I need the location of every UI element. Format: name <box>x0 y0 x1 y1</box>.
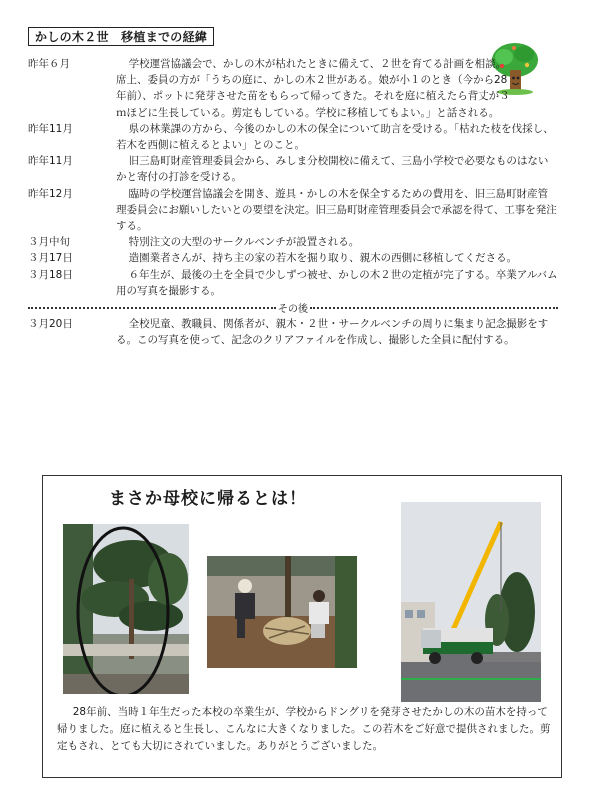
entry-text: 旧三島町財産管理委員会から、みしま分校開校に備えて、三島小学校で必要なものはないかと寄付の打診を受ける。 <box>116 155 549 184</box>
digging-photo <box>207 556 357 668</box>
entry-text: 学校運営協議会で、かしの木が枯れたときに備えて、２世を育てる計画を相談。席上、委員の方が「うちの庭に、かしの木２世がある。娘が小１のとき（今から28年前）、ポットに発芽させた苗をもらって帰ってきた。それを庭に植えたら背丈が３ｍほどに生長している。剪定もしている。学校に移植してもよい。」と話される。 <box>116 58 510 119</box>
entry-date: 昨年12月 <box>28 187 73 200</box>
separator-label: その後 <box>278 304 308 316</box>
timeline-entry <box>28 153 558 185</box>
timeline-entry <box>28 121 558 153</box>
entry-date: ３月17日 <box>28 252 73 265</box>
entry-text: ６年生が、最後の土を全員で少しずつ被せ、かしの木２世の定植が完了する。卒業アルバム用の写真を撮影する。 <box>116 268 558 297</box>
entry-text: 全校児童、教職員、関係者が、親木・２世・サークルベンチの周りに集まり記念撮影をする。この写真を使って、記念のクリアファイルを作成し、撮影した全員に配付する。 <box>116 318 549 347</box>
entry-date: 昨年11月 <box>28 122 73 135</box>
entry-date: 昨年６月 <box>28 58 70 70</box>
entry-text: 特別注文の大型のサークルベンチが設置される。 <box>128 236 360 249</box>
timeline-entry <box>28 267 558 299</box>
entry-text: 造園業者さんが、持ち主の家の若木を掘り取り、親木の西側に移植してくださる。 <box>128 252 518 265</box>
timeline <box>28 56 558 348</box>
timeline-entry <box>28 234 558 250</box>
entry-date: ３月中旬 <box>28 236 70 249</box>
separator <box>28 299 558 316</box>
timeline-entry <box>28 250 558 266</box>
entry-date: 昨年11月 <box>28 155 73 168</box>
timeline-entry <box>28 316 558 348</box>
panel-caption: 28年前、当時１年生だった本校の卒業生が、学校からドングリを発芽させたかしの木の苗木を持って帰りました。庭に植えると生長し、こんなに大きくなりました。この若木をご好意で提供されました。剪定もされ、とても大切にされていました。ありがとうございました。 <box>57 706 551 752</box>
panel-heading: まさか母校に帰るとは！ <box>109 489 307 509</box>
crane-truck-photo <box>401 502 541 702</box>
timeline-entry <box>28 186 558 235</box>
separator-dots <box>28 307 276 309</box>
separator-dots <box>310 307 558 309</box>
page-title: かしの木２世 移植までの経緯 <box>28 27 214 46</box>
photo-panel <box>42 475 562 778</box>
entry-date: ３月18日 <box>28 268 73 281</box>
entry-text: 臨時の学校運営協議会を開き、遊具・かしの木を保全するための費用を、旧三島町財産管理委員会にお願いしたいとの要望を決定。旧三島町財産管理委員会で承認を得て、工事を発注する。 <box>116 187 557 233</box>
entry-date: ３月20日 <box>28 318 73 331</box>
tree-garden-photo <box>63 524 189 694</box>
timeline-entry <box>28 56 558 121</box>
entry-text: 県の林業課の方から、今後のかしの木の保全について助言を受ける。「枯れた枝を伐採し、若木を西側に植えるとよい」とのこと。 <box>116 122 554 152</box>
